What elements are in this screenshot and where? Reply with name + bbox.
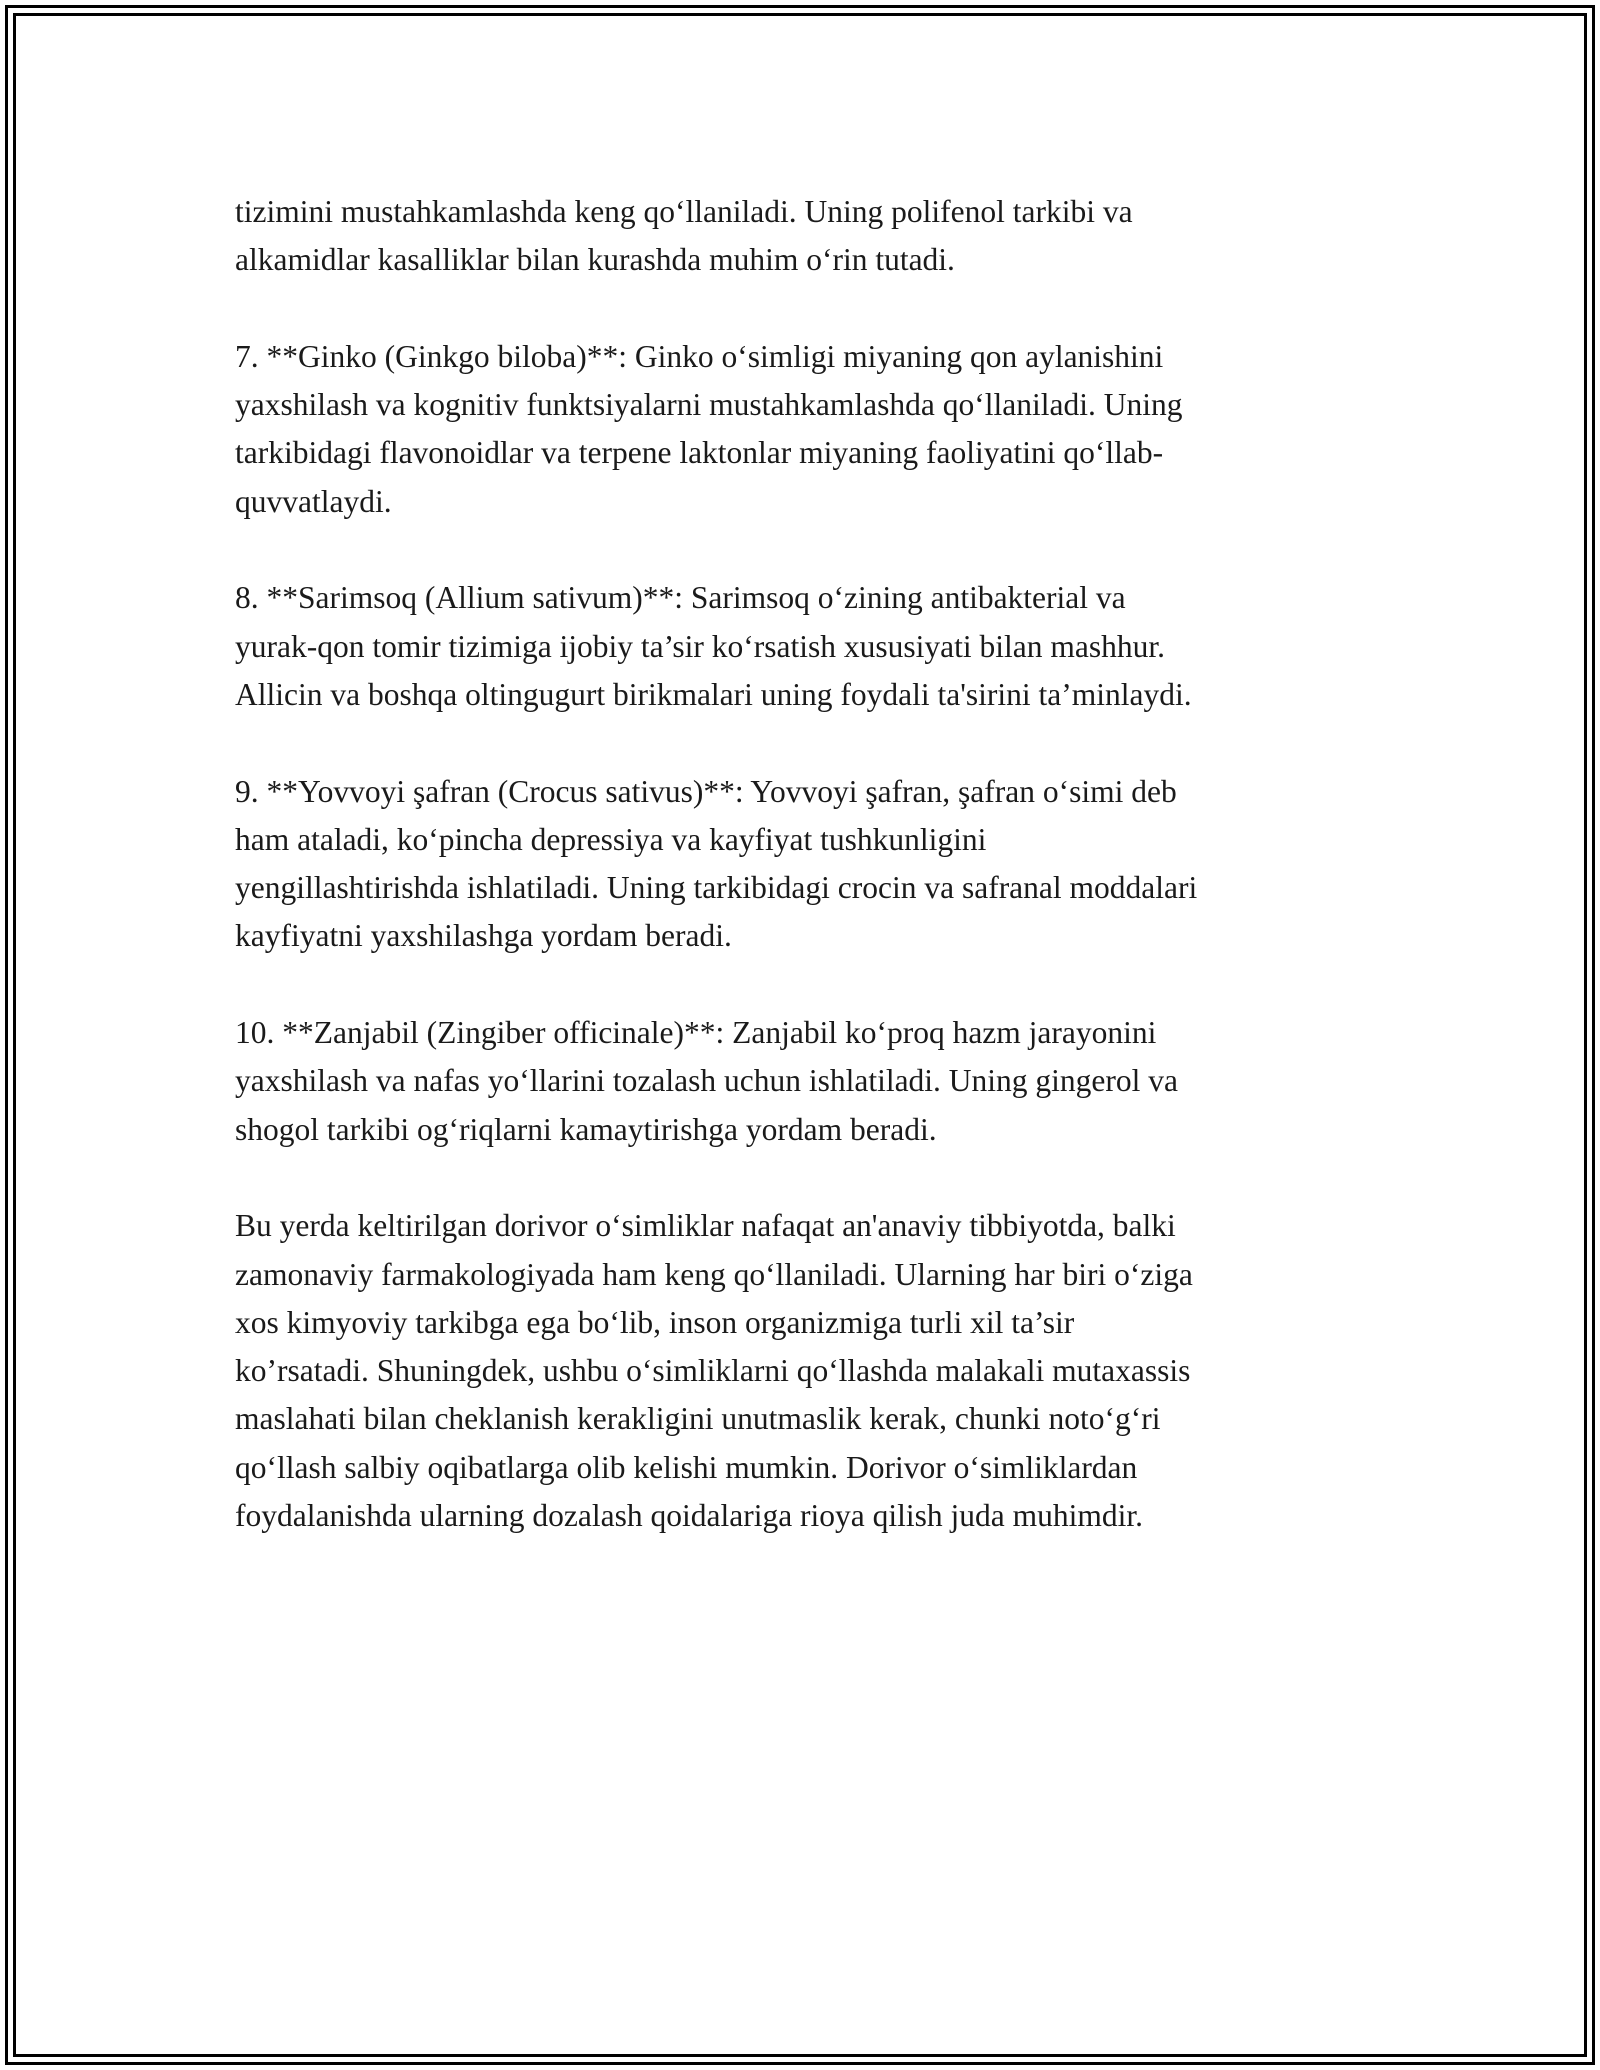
text-line: quvvatlaydi. (235, 483, 392, 519)
text-line: 9. **Yovvoyi şafran (Crocus sativus)**: Yovvoyi şafran, şafran o‘simi deb (235, 773, 1177, 809)
text-line: tizimini mustahkamlashda keng qo‘llaniladi. Uning polifenol tarkibi va (235, 194, 1133, 229)
text-line: 7. **Ginko (Ginkgo biloba)**: Ginko o‘simligi miyaning qon aylanishini (235, 338, 1164, 374)
paragraph-item-8-sarimsoq (235, 574, 1370, 719)
text-line: 8. **Sarimsoq (Allium sativum)**: Sarimsoq o‘zining antibakterial va (235, 580, 1126, 616)
text-line: alkamidlar kasalliklar bilan kurashda muhim o‘rin tutadi. (235, 242, 955, 278)
text-line: 10. **Zanjabil (Zingiber officinale)**: Zanjabil ko‘proq hazm jarayonini (235, 1015, 1157, 1051)
text-line: maslahati bilan cheklanish kerakligini unutmaslik kerak, chunki noto‘g‘ri (235, 1401, 1161, 1437)
paragraph-conclusion (235, 1202, 1370, 1540)
text-line: xos kimyoviy tarkibga ega bo‘lib, inson organizmiga turli xil ta’sir (235, 1304, 1075, 1340)
text-line: yaxshilash va kognitiv funktsiyalarni mustahkamlashda qo‘llaniladi. Uning (235, 387, 1183, 423)
paragraph-item-10-zanjabil (235, 1009, 1370, 1154)
text-line: shogol tarkibi og‘riqlarni kamaytirishga yordam beradi. (235, 1111, 937, 1147)
text-line: foydalanishda ularning dozalash qoidalariga rioya qilish juda muhimdir. (235, 1498, 1144, 1534)
text-line: qo‘llash salbiy oqibatlarga olib kelishi mumkin. Dorivor o‘simliklardan (235, 1449, 1138, 1485)
text-line: ko’rsatadi. Shuningdek, ushbu o‘simliklarni qo‘llashda malakali mutaxassis (235, 1353, 1191, 1389)
text-line: yaxshilash va nafas yo‘llarini tozalash uchun ishlatiladi. Uning gingerol va (235, 1063, 1179, 1099)
text-line: Allicin va boshqa oltingugurt birikmalari uning foydali ta'sirini ta’minlaydi. (235, 676, 1192, 712)
text-line: ham ataladi, ko‘pincha depressiya va kayfiyat tushkunligini (235, 821, 987, 857)
paragraph-item-7-ginko (235, 333, 1370, 526)
text-line: yengillashtirishda ishlatiladi. Uning tarkibidagi crocin va safranal moddalari (235, 870, 1198, 906)
document-body (235, 188, 1370, 1589)
text-line: kayfiyatni yaxshilashga yordam beradi. (235, 918, 732, 954)
paragraph-item-9-safran (235, 768, 1370, 961)
text-line: zamonaviy farmakologiyada ham keng qo‘llaniladi. Ularning har biri o‘ziga (235, 1256, 1193, 1292)
text-line: Bu yerda keltirilgan dorivor o‘simliklar nafaqat an'anaviy tibbiyotda, balki (235, 1208, 1176, 1244)
text-line: tarkibidagi flavonoidlar va terpene laktonlar miyaning faoliyatini qo‘llab- (235, 435, 1164, 471)
text-line: yurak-qon tomir tizimiga ijobiy ta’sir ko‘rsatish xususiyati bilan mashhur. (235, 628, 1166, 664)
paragraph-intro-continuation (235, 188, 1370, 285)
